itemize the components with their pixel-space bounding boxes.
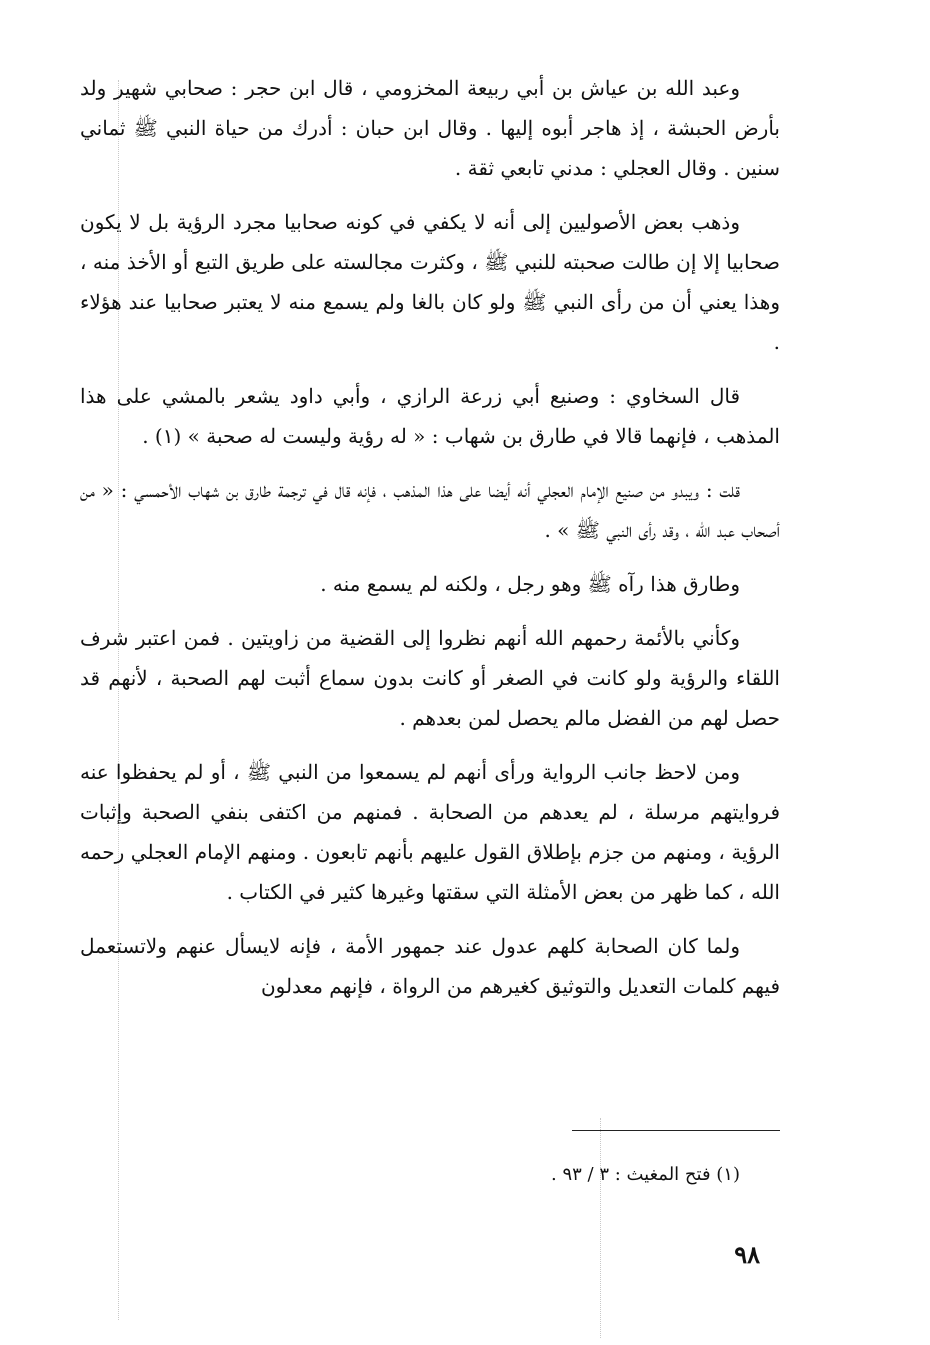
body-text (80, 68, 780, 1020)
paragraph-2: وذهب بعض الأصوليين إلى أنه لا يكفي في كونه صحابيا مجرد الرؤية بل لا يكون صحابيا إلا إن طالت صحبته للنبي ﷺ ، وكثرت مجالسته على طريق التبع أو الأخذ منه ، وهذا يعني أن من رأى النبي ﷺ ولو كان بالغا ولم يسمع منه لا يعتبر صحابيا عند هؤلاء . (80, 210, 780, 354)
paragraph-3: قال السخاوي : وصنيع أبي زرعة الرازي ، وأبي داود يشعر بالمشي على هذا المذهب ، فإنهما قالا في طارق بن شهاب : « له رؤية وليست له صحبة » (١) . (80, 384, 780, 448)
paragraph-6: وكأني بالأئمة رحمهم الله أنهم نظروا إلى القضية من زاويتين . فمن اعتبر شرف اللقاء والرؤية ولو كانت في الصغر أو كانت بدون سماع أثبت لهم الصحبة ، لأنهم قد حصل لهم من الفضل مالم يحصل لمن بعدهم . (80, 626, 780, 730)
paragraph-7: ومن لاحظ جانب الرواية ورأى أنهم لم يسمعوا من النبي ﷺ ، أو لم يحفظوا عنه فروايتهم مرسلة ، لم يعدهم من الصحابة . فمنهم من اكتفى بنفي الصحبة وإثبات الرؤية ، ومنهم من جزم بإطلاق القول عليهم بأنهم تابعون . ومنهم الإمام العجلي رحمه الله ، كما ظهر من بعض الأمثلة التي سقتها وغيرها كثير في الكتاب . (80, 760, 780, 904)
paragraph-4: قلت : ويبدو من صنيع الإمام العجلي أنه أيضا على هذا المذهب ، فإنه قال في ترجمة طارق بن شهاب الأحمسي : « من أصحاب عبد الله ، وقد رأى النبي ﷺ » . (80, 478, 780, 542)
page-number: ٩٨ (734, 1240, 760, 1269)
footnote-divider (572, 1130, 780, 1131)
paragraph-5: وطارق هذا رآه ﷺ وهو رجل ، ولكنه لم يسمع منه . (320, 572, 740, 596)
footnote: (١) فتح المغيث : ٣ / ٩٣ . (551, 1164, 740, 1185)
scan-footer-dots (600, 1118, 603, 1338)
paragraph-1: وعبد الله بن عياش بن أبي ربيعة المخزومي ، قال ابن حجر : صحابي شهير ولد بأرض الحبشة ، إذ هاجر أبوه إليها . وقال ابن حبان : أدرك من حياة النبي ﷺ ثماني سنين . وقال العجلي : مدني تابعي ثقة . (80, 76, 780, 180)
paragraph-8: ولما كان الصحابة كلهم عدول عند جمهور الأمة ، فإنه لايسأل عنهم ولاتستعمل فيهم كلمات التعديل والتوثيق كغيرهم من الرواة ، فإنهم معدلون (80, 934, 780, 998)
